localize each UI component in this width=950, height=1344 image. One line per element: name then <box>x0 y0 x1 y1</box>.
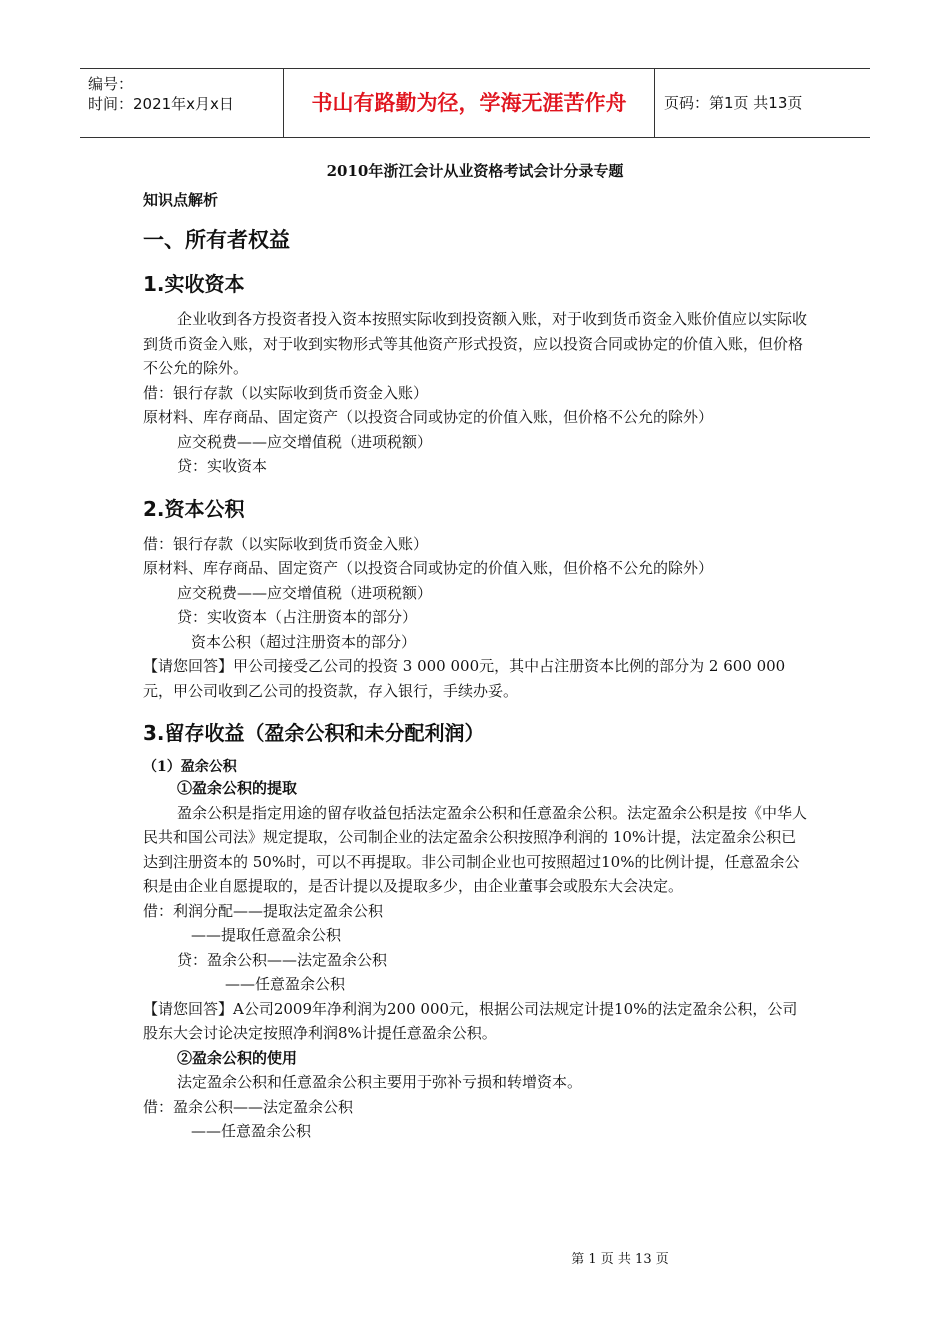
entry-line: 资本公积（超过注册资本的部分） <box>191 632 417 651</box>
entry-line: ——任意盈余公积 <box>191 1122 312 1140</box>
section-3-title: 3.留存收益（盈余公积和未分配利润） <box>143 721 485 745</box>
header-meta-cell <box>80 69 284 137</box>
paragraph: 法定盈余公积和任意盈余公积主要用于弥补亏损和转增资本。 <box>177 1073 583 1091</box>
entry-line: 应交税费——应交增值税（进项税额） <box>177 432 433 451</box>
date-label: 时间：2021年x月x日 <box>88 95 234 113</box>
entry-line: 借：利润分配——提取法定盈余公积 <box>143 901 384 920</box>
subsection-title: （1）盈余公积 <box>143 759 237 775</box>
entry-line: 借：盈余公积——法定盈余公积 <box>143 1097 354 1116</box>
document-title: 2010年浙江会计从业资格考试会计分录专题 <box>326 162 624 180</box>
number-label: 编号： <box>88 75 134 93</box>
section-1-title: 1.实收资本 <box>143 272 245 296</box>
section-heading: 一、所有者权益 <box>143 228 290 252</box>
page-number-label: 页码：第1页 共13页 <box>664 94 803 112</box>
entry-line: 应交税费——应交增值税（进项税额） <box>177 583 433 602</box>
entry-line: 贷：盈余公积——法定盈余公积 <box>177 950 388 969</box>
entry-line: ——提取任意盈余公积 <box>191 926 342 944</box>
entry-line: 贷：实收资本（占注册资本的部分） <box>177 608 418 626</box>
subtitle: 知识点解析 <box>143 191 219 209</box>
section-2-title: 2.资本公积 <box>143 496 245 521</box>
entry-line: 原材料、库存商品、固定资产（以投资合同或协定的价值入账，但价格不公允的除外） <box>143 408 714 426</box>
motto: 书山有路勤为径，学海无涯苦作舟 <box>284 69 655 137</box>
subsection-item-title: ②盈余公积的使用 <box>177 1048 298 1067</box>
question-paragraph: 【请您回答】甲公司接受乙公司的投资 3 000 000元，其中占注册资本比例的部分为 2 600 000元，甲公司收到乙公司的投资款，存入银行，手续办妥。 <box>143 657 786 700</box>
entry-line: 原材料、库存商品、固定资产（以投资合同或协定的价值入账，但价格不公允的除外） <box>143 559 714 577</box>
page-footer: 第 1 页 共 13 页 <box>571 1252 669 1267</box>
subsection-item-title: ①盈余公积的提取 <box>177 779 298 797</box>
entry-line: ——任意盈余公积 <box>225 975 346 993</box>
section-1-paragraph: 企业收到各方投资者投入资本按照实际收到投资额入账，对于收到货币资金入账价值应以实际收到货币资金入账，对于收到实物形式等其他资产形式投资，应以投资合同或协定的价值入账，但价格不公允的除外。 <box>143 310 808 377</box>
entry-line: 借：银行存款（以实际收到货币资金入账） <box>143 534 429 553</box>
page-header <box>80 68 870 138</box>
entry-line: 贷：实收资本 <box>177 457 268 475</box>
question-paragraph: 【请您回答】A公司2009年净利润为200 000元，根据公司法规定计提10%的法定盈余公积，公司股东大会讨论决定按照净利润8%计提任意盈余公积。 <box>143 999 798 1042</box>
entry-line: 借：银行存款（以实际收到货币资金入账） <box>143 383 429 402</box>
document-body <box>143 158 808 1144</box>
section-3-paragraph: 盈余公积是指定用途的留存收益包括法定盈余公积和任意盈余公积。法定盈余公积是按《中华人民共和国公司法》规定提取，公司制企业的法定盈余公积按照净利润的 10%计提，法定盈余公积已达到注册资本的 50%时，可以不再提取。非公司制企业也可按照超过10%的比例计提，任意盈余公积是由企业自愿提取的，是否计提以及提取多少，由企业董事会或股东大会决定。 <box>143 803 808 895</box>
